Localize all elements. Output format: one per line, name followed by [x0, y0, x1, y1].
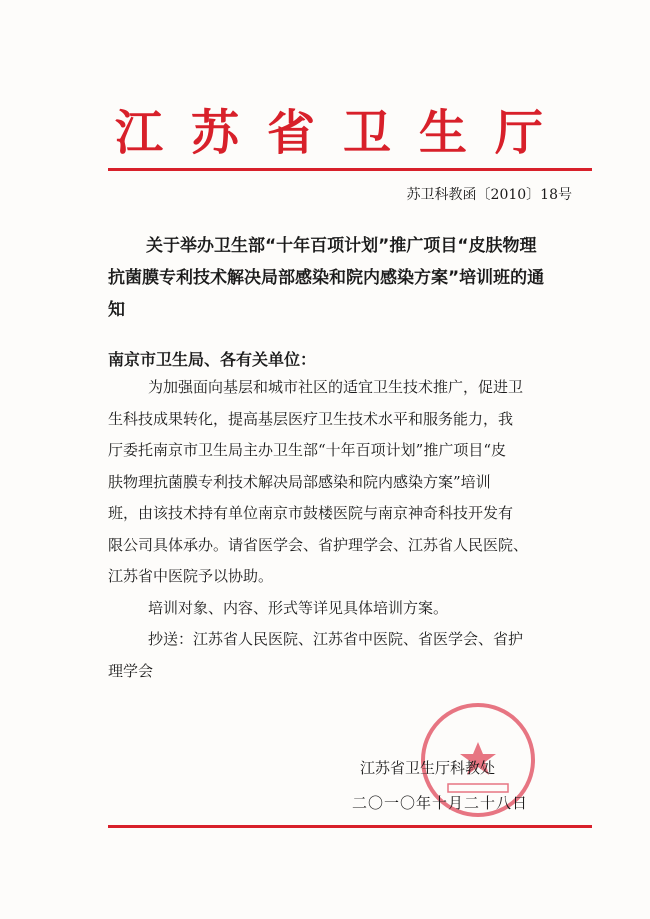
- notice-body: [108, 372, 592, 687]
- body-line: 限公司具体承办。请省医学会、省护理学会、江苏省人民医院、: [108, 535, 529, 554]
- body-line: 江苏省中医院予以协助。: [108, 567, 274, 585]
- masthead-red-rule: [108, 168, 592, 171]
- training-note: 培训对象、内容、形式等详见具体培训方案。: [148, 598, 449, 617]
- title-line: 抗菌膜专利技术解决局部感染和院内感染方案”培训班的通: [108, 268, 545, 288]
- body-line: 为加强面向基层和城市社区的适宜卫生技术推广，促进卫: [148, 378, 524, 396]
- cc-line: 抄送：江苏省人民医院、江苏省中医院、省医学会、省护: [148, 630, 524, 648]
- body-line: 生科技成果转化，提高基层医疗卫生技术水平和服务能力，我: [108, 409, 514, 428]
- footer-red-rule: [108, 825, 592, 828]
- notice-title: [108, 230, 592, 326]
- title-line: 关于举办卫生部“十年百项计划”推广项目“皮肤物理: [146, 236, 537, 256]
- body-line: 肤物理抗菌膜专利技术解决局部感染和院内感染方案”培训: [108, 472, 491, 491]
- body-line: 厅委托南京市卫生局主办卫生部“十年百项计划”推广项目“皮: [108, 441, 507, 459]
- recipient-line: 南京市卫生局、各有关单位：: [108, 350, 317, 369]
- title-line: 知: [108, 300, 125, 320]
- masthead-title: 江苏省卫生厅: [114, 105, 571, 161]
- issue-date: 二〇一〇年十月二十八日: [352, 794, 529, 812]
- document-number: 苏卫科教函〔2010〕18号: [406, 187, 572, 203]
- issuer-signature: 江苏省卫生厅科教处: [360, 759, 496, 777]
- cc-line: 理学会: [108, 661, 154, 680]
- body-line: 班，由该技术持有单位南京市鼓楼医院与南京神奇科技开发有: [108, 504, 514, 522]
